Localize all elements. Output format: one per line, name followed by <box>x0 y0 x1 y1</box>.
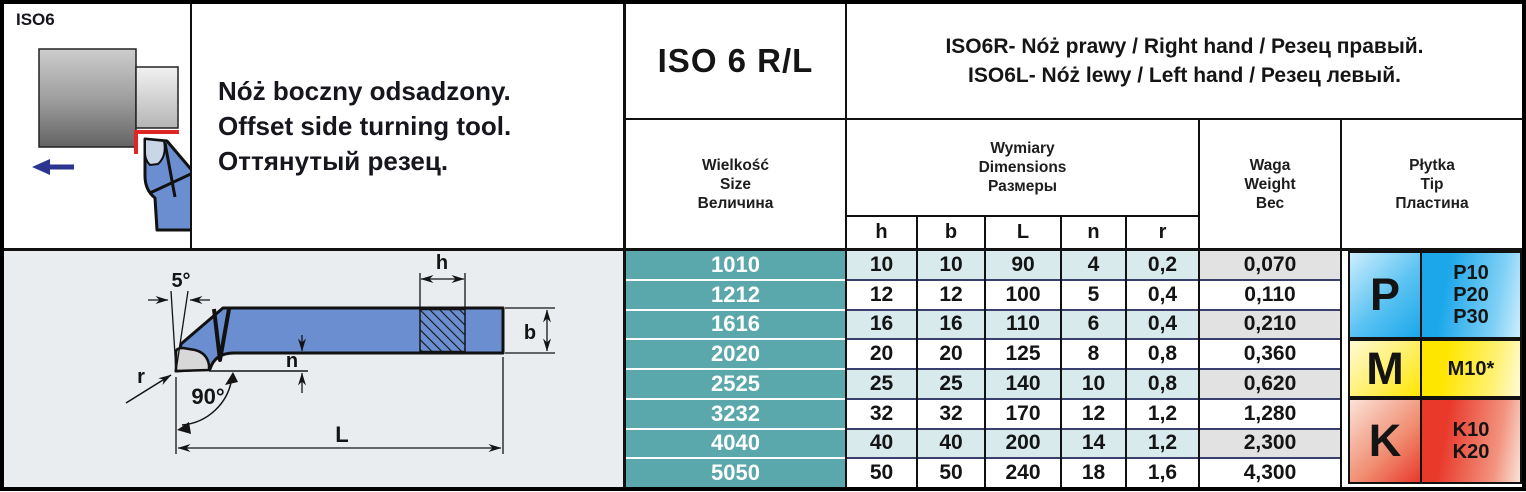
r-value: 0,4 <box>1127 281 1198 311</box>
tool-dimension-drawing <box>4 251 623 487</box>
corner-code-label: ISO6 <box>16 10 55 29</box>
divider <box>984 215 986 487</box>
L-value: 170 <box>986 400 1060 430</box>
tool-name-ru: Оттянутый резец. <box>218 145 449 176</box>
divider <box>626 118 1522 120</box>
divider <box>916 215 918 487</box>
left-hand-variant: ISO6L- Nóż lewy / Left hand / Резец левый. <box>968 64 1401 87</box>
b-value: 20 <box>918 340 984 370</box>
size-value: 1010 <box>626 251 845 281</box>
col-header-r: r <box>1158 221 1167 243</box>
grade-block-p <box>1348 251 1522 339</box>
n-value: 6 <box>1062 311 1125 341</box>
h-value: 20 <box>847 340 916 370</box>
size-column <box>626 251 845 487</box>
col-header-L: L <box>1016 221 1030 243</box>
n-column <box>1062 251 1125 487</box>
L-column <box>986 251 1060 487</box>
h-value: 40 <box>847 430 916 460</box>
h-value: 25 <box>847 370 916 400</box>
size-value: 4040 <box>626 430 845 460</box>
hand-variants-cell <box>847 4 1522 118</box>
b-value: 50 <box>918 459 984 487</box>
h-value: 32 <box>847 400 916 430</box>
grade-letter-m: M <box>1350 341 1422 396</box>
technical-drawing-area <box>4 251 623 487</box>
tool-insert-shape <box>145 139 165 165</box>
grade-value: P20 <box>1453 284 1489 306</box>
size-value: 2525 <box>626 370 845 400</box>
weight-column <box>1200 251 1340 487</box>
b-column <box>918 251 984 487</box>
dim-label-r: r <box>137 366 145 388</box>
divider <box>845 4 847 487</box>
L-value: 90 <box>986 251 1060 281</box>
b-value: 12 <box>918 281 984 311</box>
grade-letter-k: K <box>1350 400 1422 482</box>
r-value: 1,6 <box>1127 459 1198 487</box>
h-value: 12 <box>847 281 916 311</box>
size-value: 5050 <box>626 459 845 487</box>
grade-block-m <box>1348 339 1522 398</box>
col-header-h: h <box>875 221 888 243</box>
b-value: 10 <box>918 251 984 281</box>
grade-value: M10* <box>1447 357 1495 380</box>
weight-value: 0,110 <box>1200 281 1340 311</box>
n-value: 10 <box>1062 370 1125 400</box>
tool-name-en: Offset side turning tool. <box>218 110 512 141</box>
r-value: 0,2 <box>1127 251 1198 281</box>
dim-label-5deg: 5° <box>171 270 191 292</box>
turning-operation-illustration <box>4 4 190 248</box>
n-value: 18 <box>1062 459 1125 487</box>
dim-label-L: L <box>335 422 349 447</box>
n-value: 4 <box>1062 251 1125 281</box>
grade-value: K20 <box>1452 441 1490 463</box>
iso6-pictogram-box <box>4 4 190 248</box>
divider <box>4 248 1522 251</box>
L-value: 100 <box>986 281 1060 311</box>
weight-column-header: Waga Weight Вес <box>1244 156 1296 212</box>
size-value: 3232 <box>626 400 845 430</box>
col-header-b: b <box>944 221 958 243</box>
L-value: 110 <box>986 311 1060 341</box>
divider <box>1125 215 1127 487</box>
dim-label-n: n <box>285 350 299 372</box>
dim-label-h: h <box>435 252 449 274</box>
tip-column-header: Płytka Tip Пластина <box>1395 156 1469 212</box>
r-column <box>1127 251 1198 487</box>
divider <box>190 4 192 248</box>
col-header-n: n <box>1087 221 1100 243</box>
right-hand-variant: ISO6R- Nóż prawy / Right hand / Резец правый. <box>945 35 1424 58</box>
size-column-header: Wielkość Size Величина <box>697 156 774 212</box>
workpiece-spigot-shape <box>136 67 178 128</box>
L-value: 240 <box>986 459 1060 487</box>
divider <box>1340 120 1342 487</box>
dim-label-90deg: 90° <box>191 384 225 409</box>
L-value: 200 <box>986 430 1060 460</box>
weight-value: 0,620 <box>1200 370 1340 400</box>
b-value: 40 <box>918 430 984 460</box>
workpiece-shape <box>39 49 136 147</box>
tool-name-pl: Nóż boczny odsadzony. <box>218 75 511 106</box>
weight-value: 2,300 <box>1200 430 1340 460</box>
divider <box>1060 215 1062 487</box>
n-value: 8 <box>1062 340 1125 370</box>
divider <box>847 215 1200 217</box>
n-value: 5 <box>1062 281 1125 311</box>
n-value: 14 <box>1062 430 1125 460</box>
dim-label-b: b <box>523 322 537 344</box>
L-value: 140 <box>986 370 1060 400</box>
size-value: 2020 <box>626 340 845 370</box>
r-value: 1,2 <box>1127 430 1198 460</box>
r-value: 0,8 <box>1127 340 1198 370</box>
iso-code-cell <box>626 4 845 118</box>
grade-letter-p: P <box>1350 253 1422 337</box>
b-value: 16 <box>918 311 984 341</box>
grade-value: K10 <box>1452 419 1490 441</box>
weight-value: 0,360 <box>1200 340 1340 370</box>
h-value: 16 <box>847 311 916 341</box>
b-value: 32 <box>918 400 984 430</box>
h-value: 50 <box>847 459 916 487</box>
weight-value: 4,300 <box>1200 459 1340 487</box>
tool-name-cell <box>192 4 623 248</box>
grade-value: P30 <box>1453 306 1489 328</box>
r-value: 1,2 <box>1127 400 1198 430</box>
r-value: 0,4 <box>1127 311 1198 341</box>
L-value: 125 <box>986 340 1060 370</box>
b-value: 25 <box>918 370 984 400</box>
weight-value: 0,070 <box>1200 251 1340 281</box>
size-value: 1212 <box>626 281 845 311</box>
section-hatch <box>420 310 465 352</box>
iso-code: ISO 6 R/L <box>657 42 814 79</box>
size-value: 1616 <box>626 311 845 341</box>
divider <box>1198 120 1200 487</box>
divider <box>623 4 626 487</box>
weight-value: 0,210 <box>1200 311 1340 341</box>
grade-value: P10 <box>1453 262 1489 284</box>
h-column <box>847 251 916 487</box>
grade-block-k <box>1348 398 1522 484</box>
n-value: 12 <box>1062 400 1125 430</box>
dimensions-header: Wymiary Dimensions Размеры <box>978 140 1067 195</box>
h-value: 10 <box>847 251 916 281</box>
r-value: 0,8 <box>1127 370 1198 400</box>
weight-value: 1,280 <box>1200 400 1340 430</box>
